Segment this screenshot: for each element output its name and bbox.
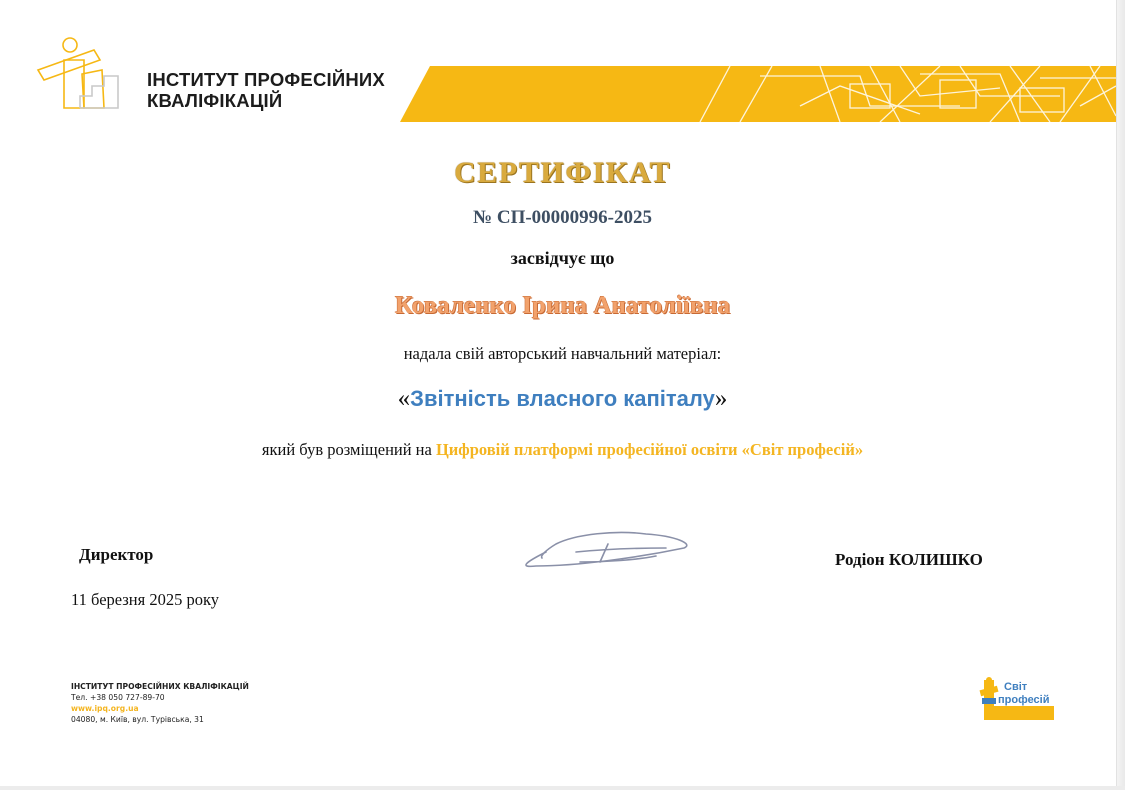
platform-name: Цифровій платформі професійної освіти «Світ професій»	[435, 440, 864, 459]
institute-logo-icon	[36, 36, 122, 114]
page-edge-bottom	[0, 786, 1125, 790]
placement-prefix: який був розміщений на	[261, 440, 436, 459]
recipient-name: Коваленко Ірина Анатоліївна	[394, 292, 731, 319]
provided-text: надала свій авторський навчальний матеріал:	[403, 344, 722, 363]
certifies-text: засвідчує що	[510, 248, 615, 268]
material-title-line	[0, 385, 1125, 413]
footer-address: 04080, м. Київ, вул. Турівська, 31	[71, 715, 204, 724]
footer-website: www.ipq.org.ua	[71, 704, 139, 713]
svit-logo-line2: професій	[998, 694, 1050, 706]
svit-logo-line1: Світ	[1004, 681, 1028, 693]
certificate-title: СЕРТИФІКАТ	[454, 156, 671, 189]
institute-name-line2: КВАЛІФІКАЦІЙ	[147, 90, 283, 111]
placement-line	[0, 440, 1125, 460]
institute-name-line1: ІНСТИТУТ ПРОФЕСІЙНИХ	[147, 69, 385, 90]
header-banner	[400, 66, 1116, 122]
footer-org: ІНСТИТУТ ПРОФЕСІЙНИХ КВАЛІФІКАЦІЙ	[71, 682, 249, 691]
issue-date: 11 березня 2025 року	[71, 590, 220, 609]
material-title: Звітність власного капіталу	[410, 386, 715, 411]
certificate-number: № СП-00000996-2025	[473, 207, 652, 228]
handwritten-signature	[516, 522, 696, 574]
director-label: Директор	[79, 545, 154, 564]
footer-phone: Тел. +38 050 727-89-70	[71, 693, 165, 702]
signer-name: Родіон КОЛИШКО	[835, 550, 983, 569]
footer-contacts	[71, 681, 249, 725]
quote-open: «	[397, 385, 411, 412]
quote-close: »	[714, 385, 728, 412]
svit-profesii-logo	[978, 676, 1058, 724]
institute-name	[147, 69, 385, 111]
